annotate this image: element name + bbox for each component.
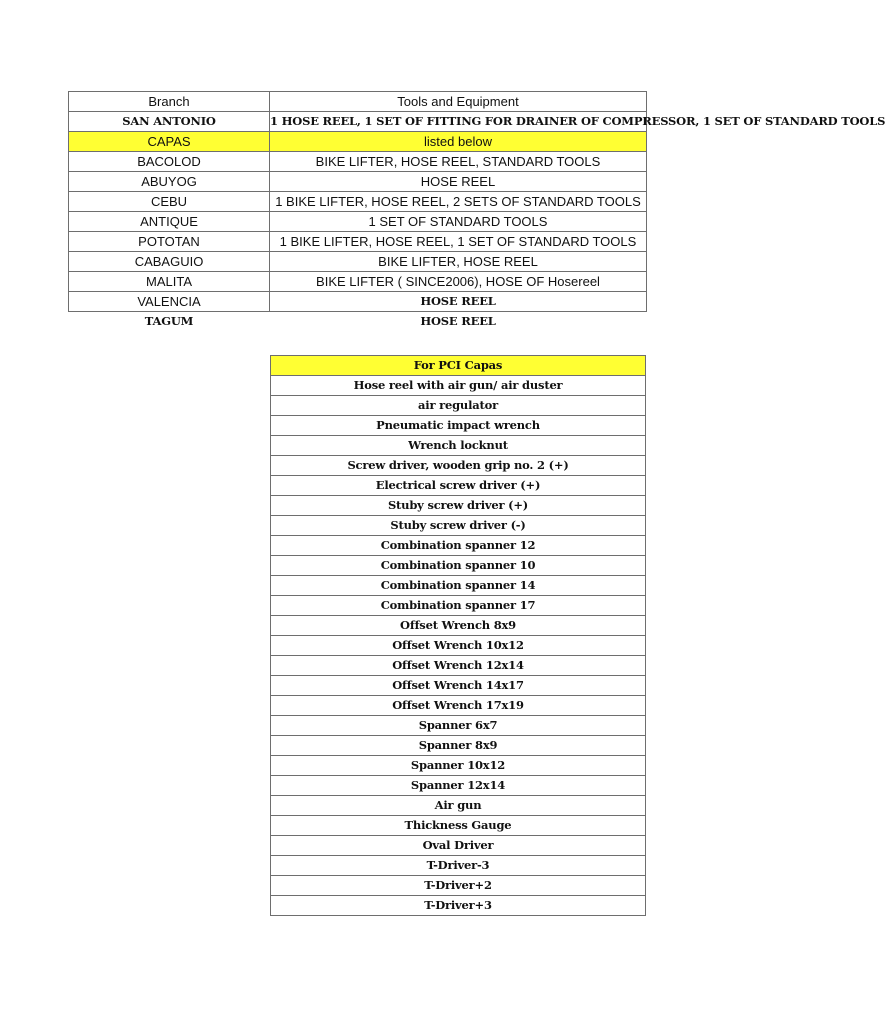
list-item bbox=[271, 816, 646, 836]
capas-title-row bbox=[271, 356, 646, 376]
branch-tools-table bbox=[68, 91, 885, 331]
tool-item-cell: Oval Driver bbox=[271, 836, 646, 856]
list-item bbox=[271, 616, 646, 636]
list-item bbox=[271, 516, 646, 536]
tool-item-cell: Pneumatic impact wrench bbox=[271, 416, 646, 436]
tools-column-header: Tools and Equipment bbox=[270, 92, 647, 112]
list-item bbox=[271, 376, 646, 396]
list-item bbox=[271, 536, 646, 556]
tool-item-cell: Offset Wrench 8x9 bbox=[271, 616, 646, 636]
list-item bbox=[271, 496, 646, 516]
list-item bbox=[271, 476, 646, 496]
table-row bbox=[69, 272, 647, 292]
branch-cell: TAGUM bbox=[144, 314, 194, 328]
tool-item-cell: Spanner 8x9 bbox=[271, 736, 646, 756]
tool-item-cell: Screw driver, wooden grip no. 2 (+) bbox=[271, 456, 646, 476]
tool-item-cell: Wrench locknut bbox=[271, 436, 646, 456]
tools-cell-text: 1 HOSE REEL, 1 SET OF FITTING FOR DRAINER OF COMPRESSOR, 1 SET OF STANDARD TOOLS bbox=[270, 114, 885, 128]
tools-cell: BIKE LIFTER ( SINCE2006), HOSE OF Hosereel bbox=[270, 272, 647, 292]
table-row bbox=[69, 192, 647, 212]
list-item bbox=[271, 896, 646, 916]
tools-cell: 1 SET OF STANDARD TOOLS bbox=[270, 212, 647, 232]
branch-cell: ABUYOG bbox=[69, 172, 270, 192]
list-item bbox=[271, 596, 646, 616]
list-item bbox=[271, 756, 646, 776]
branch-cell: ANTIQUE bbox=[69, 212, 270, 232]
list-item bbox=[271, 876, 646, 896]
tool-item-cell: Air gun bbox=[271, 796, 646, 816]
list-item bbox=[271, 556, 646, 576]
list-item bbox=[271, 856, 646, 876]
tool-item-cell: Combination spanner 12 bbox=[271, 536, 646, 556]
list-item bbox=[271, 656, 646, 676]
pci-capas-tools-table bbox=[270, 355, 646, 916]
tool-item-cell: Offset Wrench 14x17 bbox=[271, 676, 646, 696]
tools-cell: 1 BIKE LIFTER, HOSE REEL, 2 SETS OF STANDARD TOOLS bbox=[270, 192, 647, 212]
list-item bbox=[271, 636, 646, 656]
tool-item-cell: Stuby screw driver (+) bbox=[271, 496, 646, 516]
tool-item-cell: Combination spanner 14 bbox=[271, 576, 646, 596]
table-row bbox=[69, 112, 647, 132]
branch-cell: POTOTAN bbox=[69, 232, 270, 252]
table-row bbox=[69, 132, 647, 152]
tool-item-cell: Combination spanner 10 bbox=[271, 556, 646, 576]
table-row bbox=[69, 172, 647, 192]
list-item bbox=[271, 396, 646, 416]
tools-cell bbox=[270, 112, 885, 132]
list-item bbox=[271, 416, 646, 436]
table-row bbox=[69, 232, 647, 252]
table-row bbox=[69, 252, 647, 272]
tool-item-cell: Hose reel with air gun/ air duster bbox=[271, 376, 646, 396]
tool-item-cell: T-Driver-3 bbox=[271, 856, 646, 876]
tool-item-cell: T-Driver+2 bbox=[271, 876, 646, 896]
tool-item-cell: T-Driver+3 bbox=[271, 896, 646, 916]
tool-item-cell: Spanner 6x7 bbox=[271, 716, 646, 736]
list-item bbox=[271, 836, 646, 856]
list-item bbox=[271, 736, 646, 756]
list-item bbox=[271, 436, 646, 456]
branch-cell: VALENCIA bbox=[69, 292, 270, 312]
table-row bbox=[69, 152, 647, 172]
list-item bbox=[271, 456, 646, 476]
tool-item-cell: Stuby screw driver (-) bbox=[271, 516, 646, 536]
branch-column-header: Branch bbox=[69, 92, 270, 112]
tools-cell: HOSE REEL bbox=[420, 314, 496, 328]
table-row bbox=[69, 312, 647, 332]
branch-cell: CEBU bbox=[69, 192, 270, 212]
list-item bbox=[271, 716, 646, 736]
tool-item-cell: Offset Wrench 17x19 bbox=[271, 696, 646, 716]
table-row bbox=[69, 292, 647, 312]
table-row bbox=[69, 212, 647, 232]
list-item bbox=[271, 696, 646, 716]
tools-cell: listed below bbox=[270, 132, 647, 152]
tools-cell: HOSE REEL bbox=[270, 292, 647, 312]
list-item bbox=[271, 776, 646, 796]
tool-item-cell: Spanner 12x14 bbox=[271, 776, 646, 796]
tools-cell: BIKE LIFTER, HOSE REEL, STANDARD TOOLS bbox=[270, 152, 647, 172]
tool-item-cell: Electrical screw driver (+) bbox=[271, 476, 646, 496]
branch-cell: SAN ANTONIO bbox=[69, 112, 270, 132]
tool-item-cell: Thickness Gauge bbox=[271, 816, 646, 836]
tool-item-cell: Offset Wrench 12x14 bbox=[271, 656, 646, 676]
header-row bbox=[69, 92, 647, 112]
list-item bbox=[271, 796, 646, 816]
branch-cell: BACOLOD bbox=[69, 152, 270, 172]
tools-cell: 1 BIKE LIFTER, HOSE REEL, 1 SET OF STANDARD TOOLS bbox=[270, 232, 647, 252]
branch-cell: MALITA bbox=[69, 272, 270, 292]
tools-cell: BIKE LIFTER, HOSE REEL bbox=[270, 252, 647, 272]
tools-cell: HOSE REEL bbox=[270, 172, 647, 192]
capas-table-title: For PCI Capas bbox=[271, 356, 646, 376]
branch-cell: CABAGUIO bbox=[69, 252, 270, 272]
tool-item-cell: Combination spanner 17 bbox=[271, 596, 646, 616]
tool-item-cell: Spanner 10x12 bbox=[271, 756, 646, 776]
branch-cell: CAPAS bbox=[69, 132, 270, 152]
list-item bbox=[271, 576, 646, 596]
tool-item-cell: air regulator bbox=[271, 396, 646, 416]
tool-item-cell: Offset Wrench 10x12 bbox=[271, 636, 646, 656]
list-item bbox=[271, 676, 646, 696]
